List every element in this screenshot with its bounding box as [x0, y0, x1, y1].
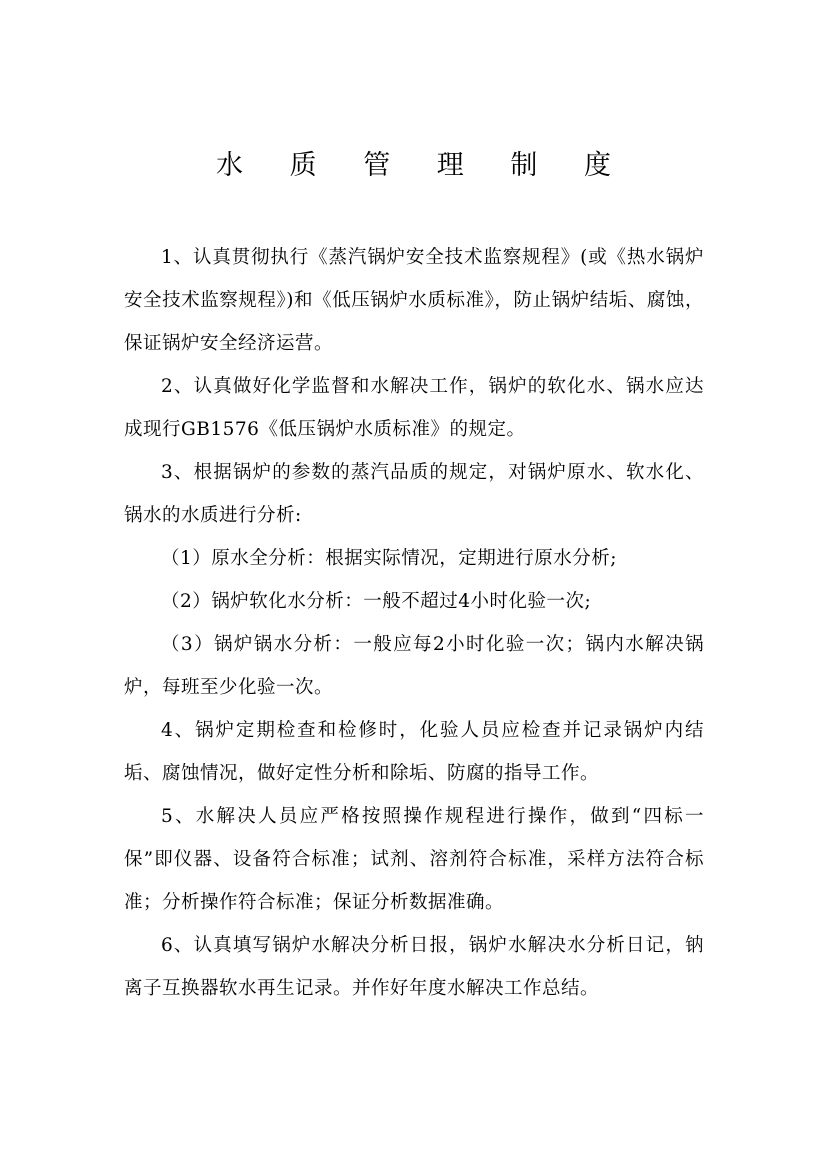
paragraph-3: 3、根据锅炉的参数的蒸汽品质的规定，对锅炉原水、软水化、锅水的水质进行分析: [124, 462, 704, 526]
paragraph-3-item-1: （1）原水全分析：根据实际情况，定期进行原水分析; [161, 548, 618, 569]
paragraph-3-item-3: （3）锅炉锅水分析：一般应每2小时化验一次；锅内水解决锅炉，每班至少化验一次。 [124, 634, 704, 698]
document-title: 水 质 管 理 制 度 [216, 150, 630, 181]
paragraph-1: 1、认真贯彻执行《蒸汽锅炉安全技术监察规程》(或《热水锅炉安全技术监察规程》)和《低压锅炉水质标准》，防止锅炉结垢、腐蚀，保证锅炉安全经济运营。 [124, 247, 704, 354]
paragraph-3-item-2: （2）锅炉软化水分析：一般不超过4小时化验一次; [161, 591, 592, 612]
paragraph-2: 2、认真做好化学监督和水解决工作，锅炉的软化水、锅水应达成现行GB1576《低压锅炉水质标准》的规定。 [124, 376, 704, 440]
paragraph-6: 6、认真填写锅炉水解决分析日报，锅炉水解决水分析日记，钠离子互换器软水再生记录。并作好年度水解决工作总结。 [124, 935, 704, 999]
paragraph-4: 4、锅炉定期检查和检修时，化验人员应检查并记录锅炉内结垢、腐蚀情况，做好定性分析和除垢、防腐的指导工作。 [124, 720, 704, 784]
document-body [124, 236, 704, 1010]
paragraph-5: 5、水解决人员应严格按照操作规程进行操作，做到“四标一保”即仪器、设备符合标准；试剂、溶剂符合标准，采样方法符合标准；分析操作符合标准；保证分析数据准确。 [124, 806, 704, 913]
